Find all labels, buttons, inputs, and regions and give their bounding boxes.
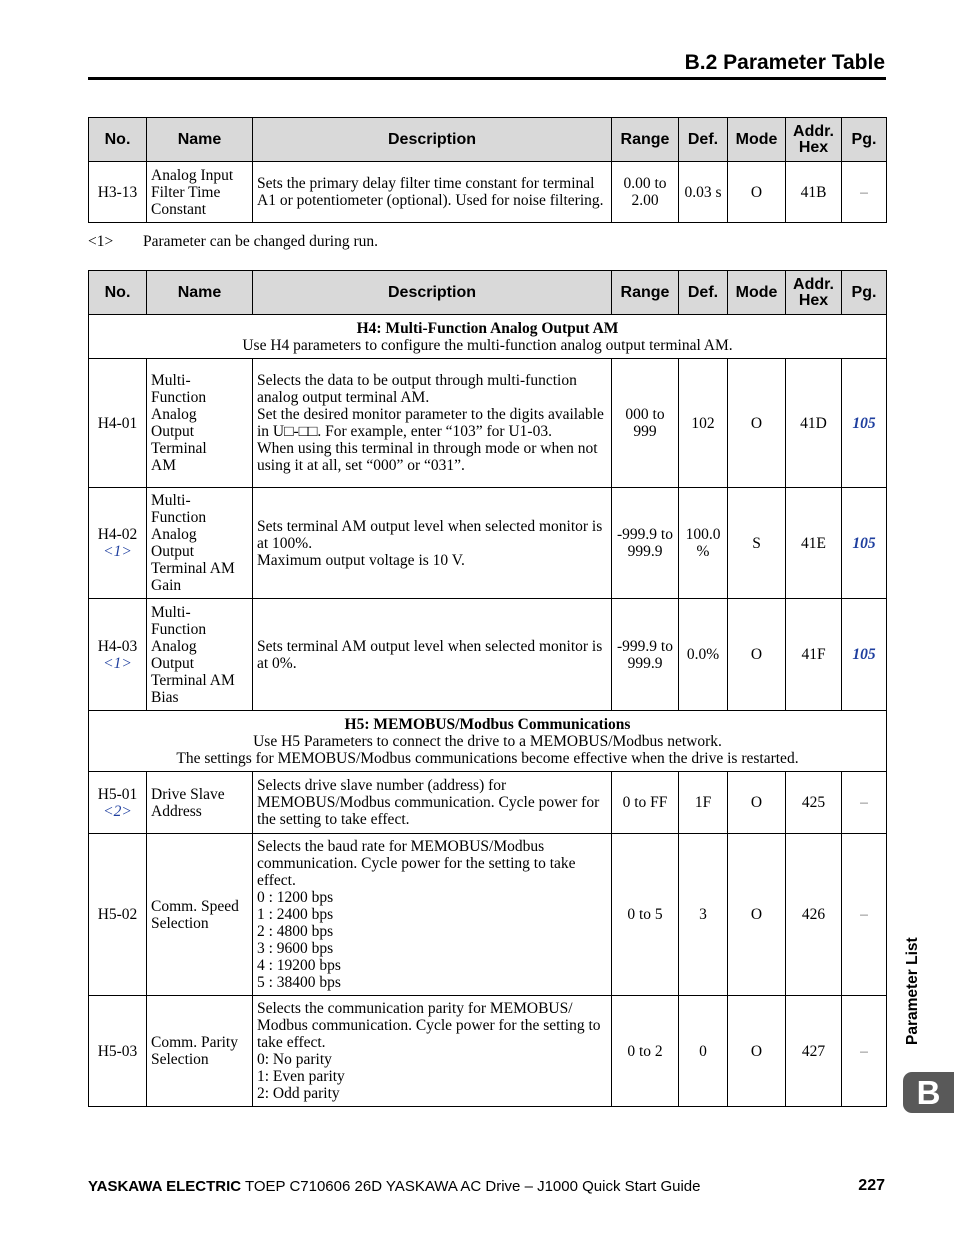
param-no-cell (89, 834, 147, 996)
footnote-text: Parameter can be changed during run. (143, 233, 378, 250)
param-name: Multi- Function Analog Output Terminal AM Bias (147, 599, 253, 711)
param-no: H5-02 (97, 906, 138, 923)
section-title: B.2 Parameter Table (684, 51, 885, 74)
param-range: 0 to FF (612, 772, 679, 834)
param-range: 000 to 999 (612, 359, 679, 488)
col-header-name: Name (147, 118, 253, 162)
table-row (89, 772, 887, 834)
param-mode: S (728, 488, 786, 599)
param-range: 0.00 to 2.00 (612, 162, 679, 223)
param-name: Comm. Speed Selection (147, 834, 253, 996)
col-header-default: Def. (679, 118, 728, 162)
table-row (89, 359, 887, 488)
param-range: 0 to 2 (612, 996, 679, 1107)
param-addr: 427 (786, 996, 842, 1107)
param-range: -999.9 to 999.9 (612, 599, 679, 711)
group-header-h5 (89, 711, 887, 772)
param-no: H5-01 (97, 785, 138, 803)
col-header-mode: Mode (728, 118, 786, 162)
param-name: Multi- Function Analog Output Terminal AM (147, 359, 253, 488)
table-row (89, 834, 887, 996)
note-ref-link[interactable]: <1> (103, 654, 132, 672)
group-header-h4 (89, 315, 887, 359)
param-no-cell (89, 488, 147, 599)
param-default: 0.03 s (679, 162, 728, 223)
param-addr: 425 (786, 772, 842, 834)
group-title: H4: Multi-Function Analog Output AM (356, 319, 619, 337)
param-name: Comm. Parity Selection (147, 996, 253, 1107)
param-no: H5-03 (97, 1042, 138, 1060)
param-description: Selects the baud rate for MEMOBUS/Modbus communication. Cycle power for the setting to take effect. 0 : 1200 bps 1 : 2400 bps 2 : 4800 bps 3 : 9600 bps 4 : 19200 bps 5 : 38400 bps (253, 834, 612, 996)
param-default: 3 (679, 834, 728, 996)
col-header-range: Range (612, 271, 679, 315)
param-no: H4-03 (97, 637, 138, 655)
param-page: – (842, 996, 887, 1107)
param-page: – (842, 162, 887, 223)
footnote-marker: <1> (88, 233, 114, 250)
param-page-link[interactable]: 105 (842, 359, 887, 488)
col-header-description: Description (253, 271, 612, 315)
param-mode: O (728, 996, 786, 1107)
param-default: 100.0 % (679, 488, 728, 599)
col-header-no: No. (89, 118, 147, 162)
footer-doc-title: TOEP C710606 26D YASKAWA AC Drive – J1000 Quick Start Guide (244, 1178, 701, 1195)
param-name: Drive Slave Address (147, 772, 253, 834)
param-description: Selects the communication parity for MEMOBUS/ Modbus communication. Cycle power for the setting to take effect. 0: No parity 1: Even parity 2: Odd parity (253, 996, 612, 1107)
table-header-row (89, 271, 887, 315)
group-description: Use H5 Parameters to connect the drive to a MEMOBUS/Modbus network. (253, 732, 722, 750)
param-addr: 41F (786, 599, 842, 711)
note-ref-link[interactable]: <1> (103, 543, 132, 560)
param-no-cell (89, 359, 147, 488)
param-default: 0.0% (679, 599, 728, 711)
param-default: 102 (679, 359, 728, 488)
param-mode: O (728, 599, 786, 711)
param-no-cell (89, 996, 147, 1107)
param-description: Sets terminal AM output level when selected monitor is at 0%. (253, 599, 612, 711)
footer (88, 1178, 701, 1195)
col-header-name: Name (147, 271, 253, 315)
table-header-row (89, 118, 887, 162)
param-no-cell (89, 772, 147, 834)
title-rule (88, 77, 886, 80)
param-mode: O (728, 162, 786, 223)
param-description: Selects the data to be output through multi-function analog output terminal AM. Set the desired monitor parameter to the digits available in U□-□□. For example, enter “103” for U1-03. When using this terminal in through mode or when not using it at all, set “000” or “031”. (253, 359, 612, 488)
param-no-cell (89, 599, 147, 711)
parameter-table-h3 (88, 117, 887, 223)
parameter-table-h4-h5 (88, 270, 887, 1107)
col-header-description: Description (253, 118, 612, 162)
col-header-page: Pg. (842, 118, 887, 162)
table-row (89, 488, 887, 599)
param-description: Sets terminal AM output level when selected monitor is at 100%. Maximum output voltage is 10 V. (253, 488, 612, 599)
param-mode: O (728, 772, 786, 834)
param-range: 0 to 5 (612, 834, 679, 996)
param-no: H3-13 (89, 162, 147, 223)
chapter-tab (903, 1072, 954, 1113)
param-page: – (842, 772, 887, 834)
param-addr: 41D (786, 359, 842, 488)
col-header-no: No. (89, 271, 147, 315)
footer-brand: YASKAWA ELECTRIC (88, 1178, 242, 1195)
param-page: – (842, 834, 887, 996)
col-header-page: Pg. (842, 271, 887, 315)
param-addr: 41E (786, 488, 842, 599)
param-description: Sets the primary delay filter time constant for terminal A1 or potentiometer (optional). Used for noise filtering. (253, 162, 612, 223)
group-title: H5: MEMOBUS/Modbus Communications (344, 715, 631, 733)
param-range: -999.9 to 999.9 (612, 488, 679, 599)
col-header-default: Def. (679, 271, 728, 315)
param-addr: 426 (786, 834, 842, 996)
table-row (89, 162, 887, 223)
param-name: Analog Input Filter Time Constant (147, 162, 253, 223)
param-page-link[interactable]: 105 (842, 488, 887, 599)
param-description: Selects drive slave number (address) for MEMOBUS/Modbus communication. Cycle power for the setting to take effect. (253, 772, 612, 834)
param-name: Multi- Function Analog Output Terminal AM Gain (147, 488, 253, 599)
param-mode: O (728, 359, 786, 488)
col-header-addr-hex: Addr. Hex (786, 271, 842, 315)
note-ref-link[interactable]: <2> (103, 802, 132, 820)
group-description: The settings for MEMOBUS/Modbus communications become effective when the drive is restarted. (176, 749, 799, 767)
param-default: 1F (679, 772, 728, 834)
page-number: 227 (858, 1177, 885, 1194)
side-section-label: Parameter List (904, 937, 921, 1045)
param-default: 0 (679, 996, 728, 1107)
chapter-tab-letter: B (916, 1074, 941, 1111)
param-page-link[interactable]: 105 (842, 599, 887, 711)
col-header-addr-hex: Addr. Hex (786, 118, 842, 162)
param-no: H4-01 (97, 414, 138, 432)
param-mode: O (728, 834, 786, 996)
table-row (89, 599, 887, 711)
table-row (89, 996, 887, 1107)
col-header-range: Range (612, 118, 679, 162)
param-no: H4-02 (97, 526, 138, 543)
col-header-mode: Mode (728, 271, 786, 315)
group-description: Use H4 parameters to configure the multi-function analog output terminal AM. (242, 336, 733, 354)
param-addr: 41B (786, 162, 842, 223)
